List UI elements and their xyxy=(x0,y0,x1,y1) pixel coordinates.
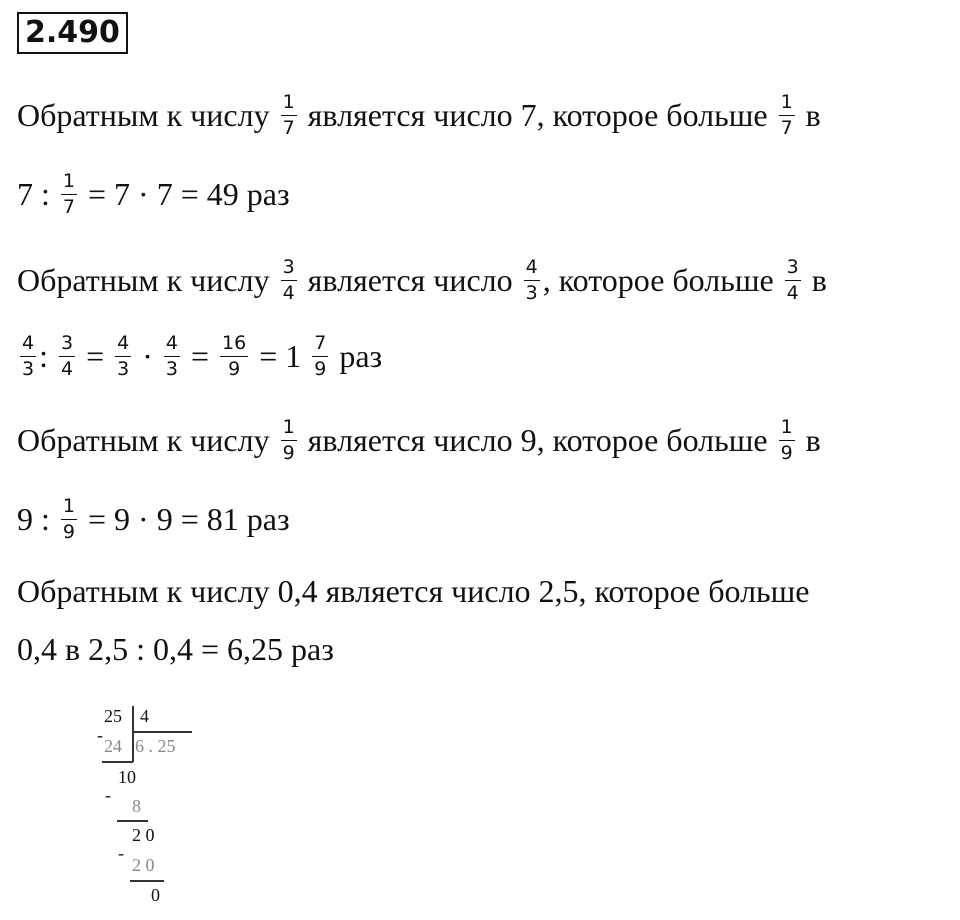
text-segment: 7 : xyxy=(17,176,58,212)
fraction-numerator: 16 xyxy=(220,334,248,357)
text-segment: = xyxy=(182,338,218,374)
ld-quotient: 6 . 25 xyxy=(135,736,176,756)
ld-step2-rule xyxy=(117,820,148,822)
fraction xyxy=(785,258,801,303)
fraction-denominator: 4 xyxy=(60,358,74,380)
ld-dividend: 25 xyxy=(104,706,122,726)
ld-final-rem: 0 xyxy=(151,885,160,905)
fraction-numerator: 1 xyxy=(281,93,297,116)
text-segment: является число xyxy=(299,262,521,298)
text-segment: · xyxy=(134,338,161,374)
fraction-denominator: 9 xyxy=(62,521,75,543)
fraction-denominator: 7 xyxy=(282,117,295,139)
solution-line xyxy=(17,334,382,379)
fraction xyxy=(164,334,180,379)
fraction xyxy=(61,172,77,217)
fraction xyxy=(779,418,795,463)
text-segment: 0,4 в 2,5 : 0,4 = 6,25 раз xyxy=(17,631,334,667)
fraction-denominator: 3 xyxy=(22,358,35,380)
problem-number: 2.490 xyxy=(17,12,128,54)
text-segment: в xyxy=(797,422,821,458)
fraction-numerator: 4 xyxy=(20,334,36,357)
fraction xyxy=(59,334,75,379)
fraction-numerator: 3 xyxy=(59,334,75,357)
ld-divisor: 4 xyxy=(140,706,149,726)
fraction-denominator: 4 xyxy=(282,282,295,304)
text-segment: , которое больше xyxy=(542,262,782,298)
text-segment: = xyxy=(78,338,113,374)
ld-step1-sub: 24 xyxy=(104,736,122,756)
text-segment: = 7 · 7 = 49 раз xyxy=(79,176,290,212)
fraction-numerator: 1 xyxy=(281,418,297,441)
fraction-numerator: 3 xyxy=(281,258,297,281)
fraction-numerator: 1 xyxy=(779,418,795,441)
ld-step1-rem: 10 xyxy=(118,767,136,787)
fraction-denominator: 9 xyxy=(282,442,295,464)
text-segment: = 1 xyxy=(251,338,310,374)
ld-step2-sub: 8 xyxy=(132,796,141,816)
fraction-denominator: 3 xyxy=(117,358,130,380)
solution-line xyxy=(17,172,290,217)
text-segment: в xyxy=(797,97,821,133)
ld-minus-1: - xyxy=(97,725,103,745)
text-segment: : xyxy=(39,338,56,374)
text-segment: = 9 · 9 = 81 раз xyxy=(79,501,290,537)
fraction xyxy=(524,258,540,303)
text-segment: 9 : xyxy=(17,501,58,537)
fraction xyxy=(220,334,248,379)
fraction-denominator: 4 xyxy=(786,282,799,304)
fraction xyxy=(115,334,131,379)
ld-step3-rule xyxy=(130,880,164,882)
fraction-denominator: 9 xyxy=(314,358,327,380)
fraction-denominator: 3 xyxy=(525,282,538,304)
text-segment: Обратным к числу xyxy=(17,262,278,298)
fraction-numerator: 4 xyxy=(164,334,180,357)
ld-vertical-rule xyxy=(132,706,134,762)
fraction-denominator: 7 xyxy=(780,117,793,139)
fraction xyxy=(779,93,795,138)
text-segment: раз xyxy=(331,338,383,374)
ld-step3-sub: 2 0 xyxy=(132,855,155,875)
text-segment: является число 7, которое больше xyxy=(299,97,776,133)
fraction-numerator: 1 xyxy=(779,93,795,116)
solution-line xyxy=(17,497,290,542)
fraction-denominator: 9 xyxy=(780,442,793,464)
fraction-numerator: 1 xyxy=(61,172,77,195)
solution-line xyxy=(17,418,821,463)
ld-quotient-rule xyxy=(132,731,192,733)
fraction-numerator: 1 xyxy=(61,497,77,520)
fraction-denominator: 3 xyxy=(165,358,178,380)
fraction-numerator: 7 xyxy=(312,334,328,357)
solution-line xyxy=(17,93,821,138)
text-segment: Обратным к числу 0,4 является число 2,5, которое больше xyxy=(17,573,810,609)
fraction xyxy=(281,258,297,303)
fraction xyxy=(20,334,36,379)
ld-step1-rule xyxy=(102,761,133,763)
fraction xyxy=(281,418,297,463)
fraction xyxy=(281,93,297,138)
text-segment: в xyxy=(803,262,827,298)
text-segment: является число 9, которое больше xyxy=(299,422,776,458)
fraction-denominator: 7 xyxy=(62,196,75,218)
text-segment: Обратным к числу xyxy=(17,97,278,133)
solution-line xyxy=(17,631,334,668)
solution-line xyxy=(17,573,809,610)
ld-step2-rem: 2 0 xyxy=(132,825,155,845)
fraction-numerator: 4 xyxy=(524,258,540,281)
fraction-denominator: 9 xyxy=(228,358,241,380)
fraction xyxy=(312,334,328,379)
fraction-numerator: 4 xyxy=(115,334,131,357)
ld-minus-2: - xyxy=(105,785,111,805)
solution-line xyxy=(17,258,827,303)
ld-minus-3: - xyxy=(118,843,124,863)
fraction xyxy=(61,497,77,542)
fraction-numerator: 3 xyxy=(785,258,801,281)
text-segment: Обратным к числу xyxy=(17,422,278,458)
